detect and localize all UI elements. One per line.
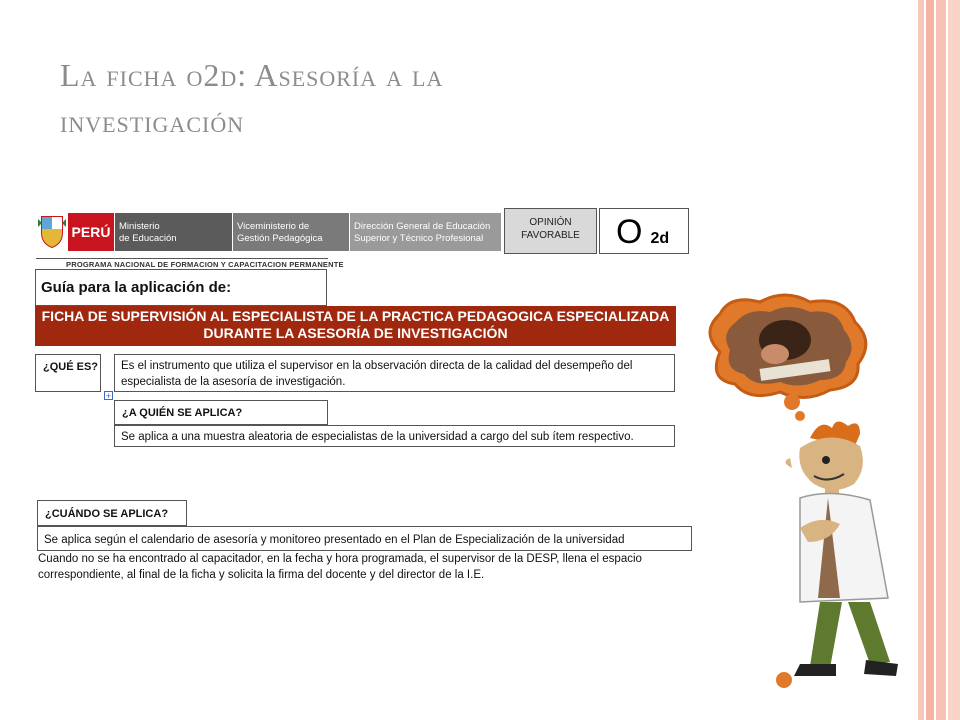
ficha-title-banner — [35, 306, 676, 346]
vice-ministry-block — [233, 213, 349, 251]
direction-line-1: Dirección General de Educación — [354, 221, 491, 232]
divider — [36, 258, 328, 259]
guide-title: Guía para la aplicación de: — [35, 269, 327, 306]
title-line-1: La ficha o2d: Asesoría a la — [60, 57, 444, 93]
ficha-line-2: DURANTE LA ASESORÍA DE INVESTIGACIÓN — [203, 325, 508, 341]
decor-stripe — [936, 0, 946, 720]
cuando-text: Se aplica según el calendario de asesoría y monitoreo presentado en el Plan de Especialización de la universidad — [37, 526, 692, 551]
note-paragraph: Cuando no se ha encontrado al capacitador, en la fecha y hora programada, el supervisor de la DESP, llena el espacio correspondiente, al final de la ficha y solicita la firma del docente y del director de la I.E. — [38, 553, 642, 581]
vice-line-2: Gestión Pedagógica — [237, 233, 323, 244]
decor-stripe — [948, 0, 960, 720]
thought-bubble-image — [700, 292, 870, 422]
cartoon-character-image — [770, 418, 920, 698]
opinion-box — [504, 208, 597, 254]
slide-title — [60, 52, 660, 144]
direction-line-2: Superior y Técnico Profesional — [354, 233, 484, 244]
ministry-line-1: Ministerio — [119, 221, 160, 232]
cuando-label: ¿CUÁNDO SE APLICA? — [37, 500, 187, 526]
program-name: PROGRAMA NACIONAL DE FORMACION Y CAPACITACION PERMANENTE — [66, 260, 344, 269]
direction-block — [350, 213, 501, 251]
a-quien-label: ¿A QUIÉN SE APLICA? — [114, 400, 328, 425]
form-code-number: 2d — [650, 230, 670, 247]
que-es-label: ¿QUÉ ES? — [35, 354, 101, 392]
ficha-line-1: FICHA DE SUPERVISIÓN AL ESPECIALISTA DE LA PRACTICA PEDAGOGICA ESPECIALIZADA — [41, 308, 670, 324]
form-code-letter: O — [616, 213, 643, 251]
title-line-2: investigación — [60, 103, 245, 139]
vice-line-1: Viceministerio de — [237, 221, 310, 232]
peru-coat-of-arms-icon — [38, 213, 66, 249]
opinion-line-2: FAVORABLE — [521, 230, 580, 241]
opinion-line-1: OPINIÓN — [529, 217, 572, 228]
form-code-box — [599, 208, 689, 254]
peru-label: PERÚ — [68, 213, 114, 251]
a-quien-text: Se aplica a una muestra aleatoria de especialistas de la universidad a cargo del sub ítem respectivo. — [114, 425, 675, 447]
decor-stripe — [926, 0, 934, 720]
expand-plus-icon[interactable]: + — [105, 391, 112, 401]
ministry-line-2: de Educación — [119, 233, 177, 244]
ministry-block — [115, 213, 232, 251]
que-es-text: Es el instrumento que utiliza el supervisor en la observación directa de la calidad del desempeño del especialista de la asesoría de investigación. — [114, 354, 675, 392]
